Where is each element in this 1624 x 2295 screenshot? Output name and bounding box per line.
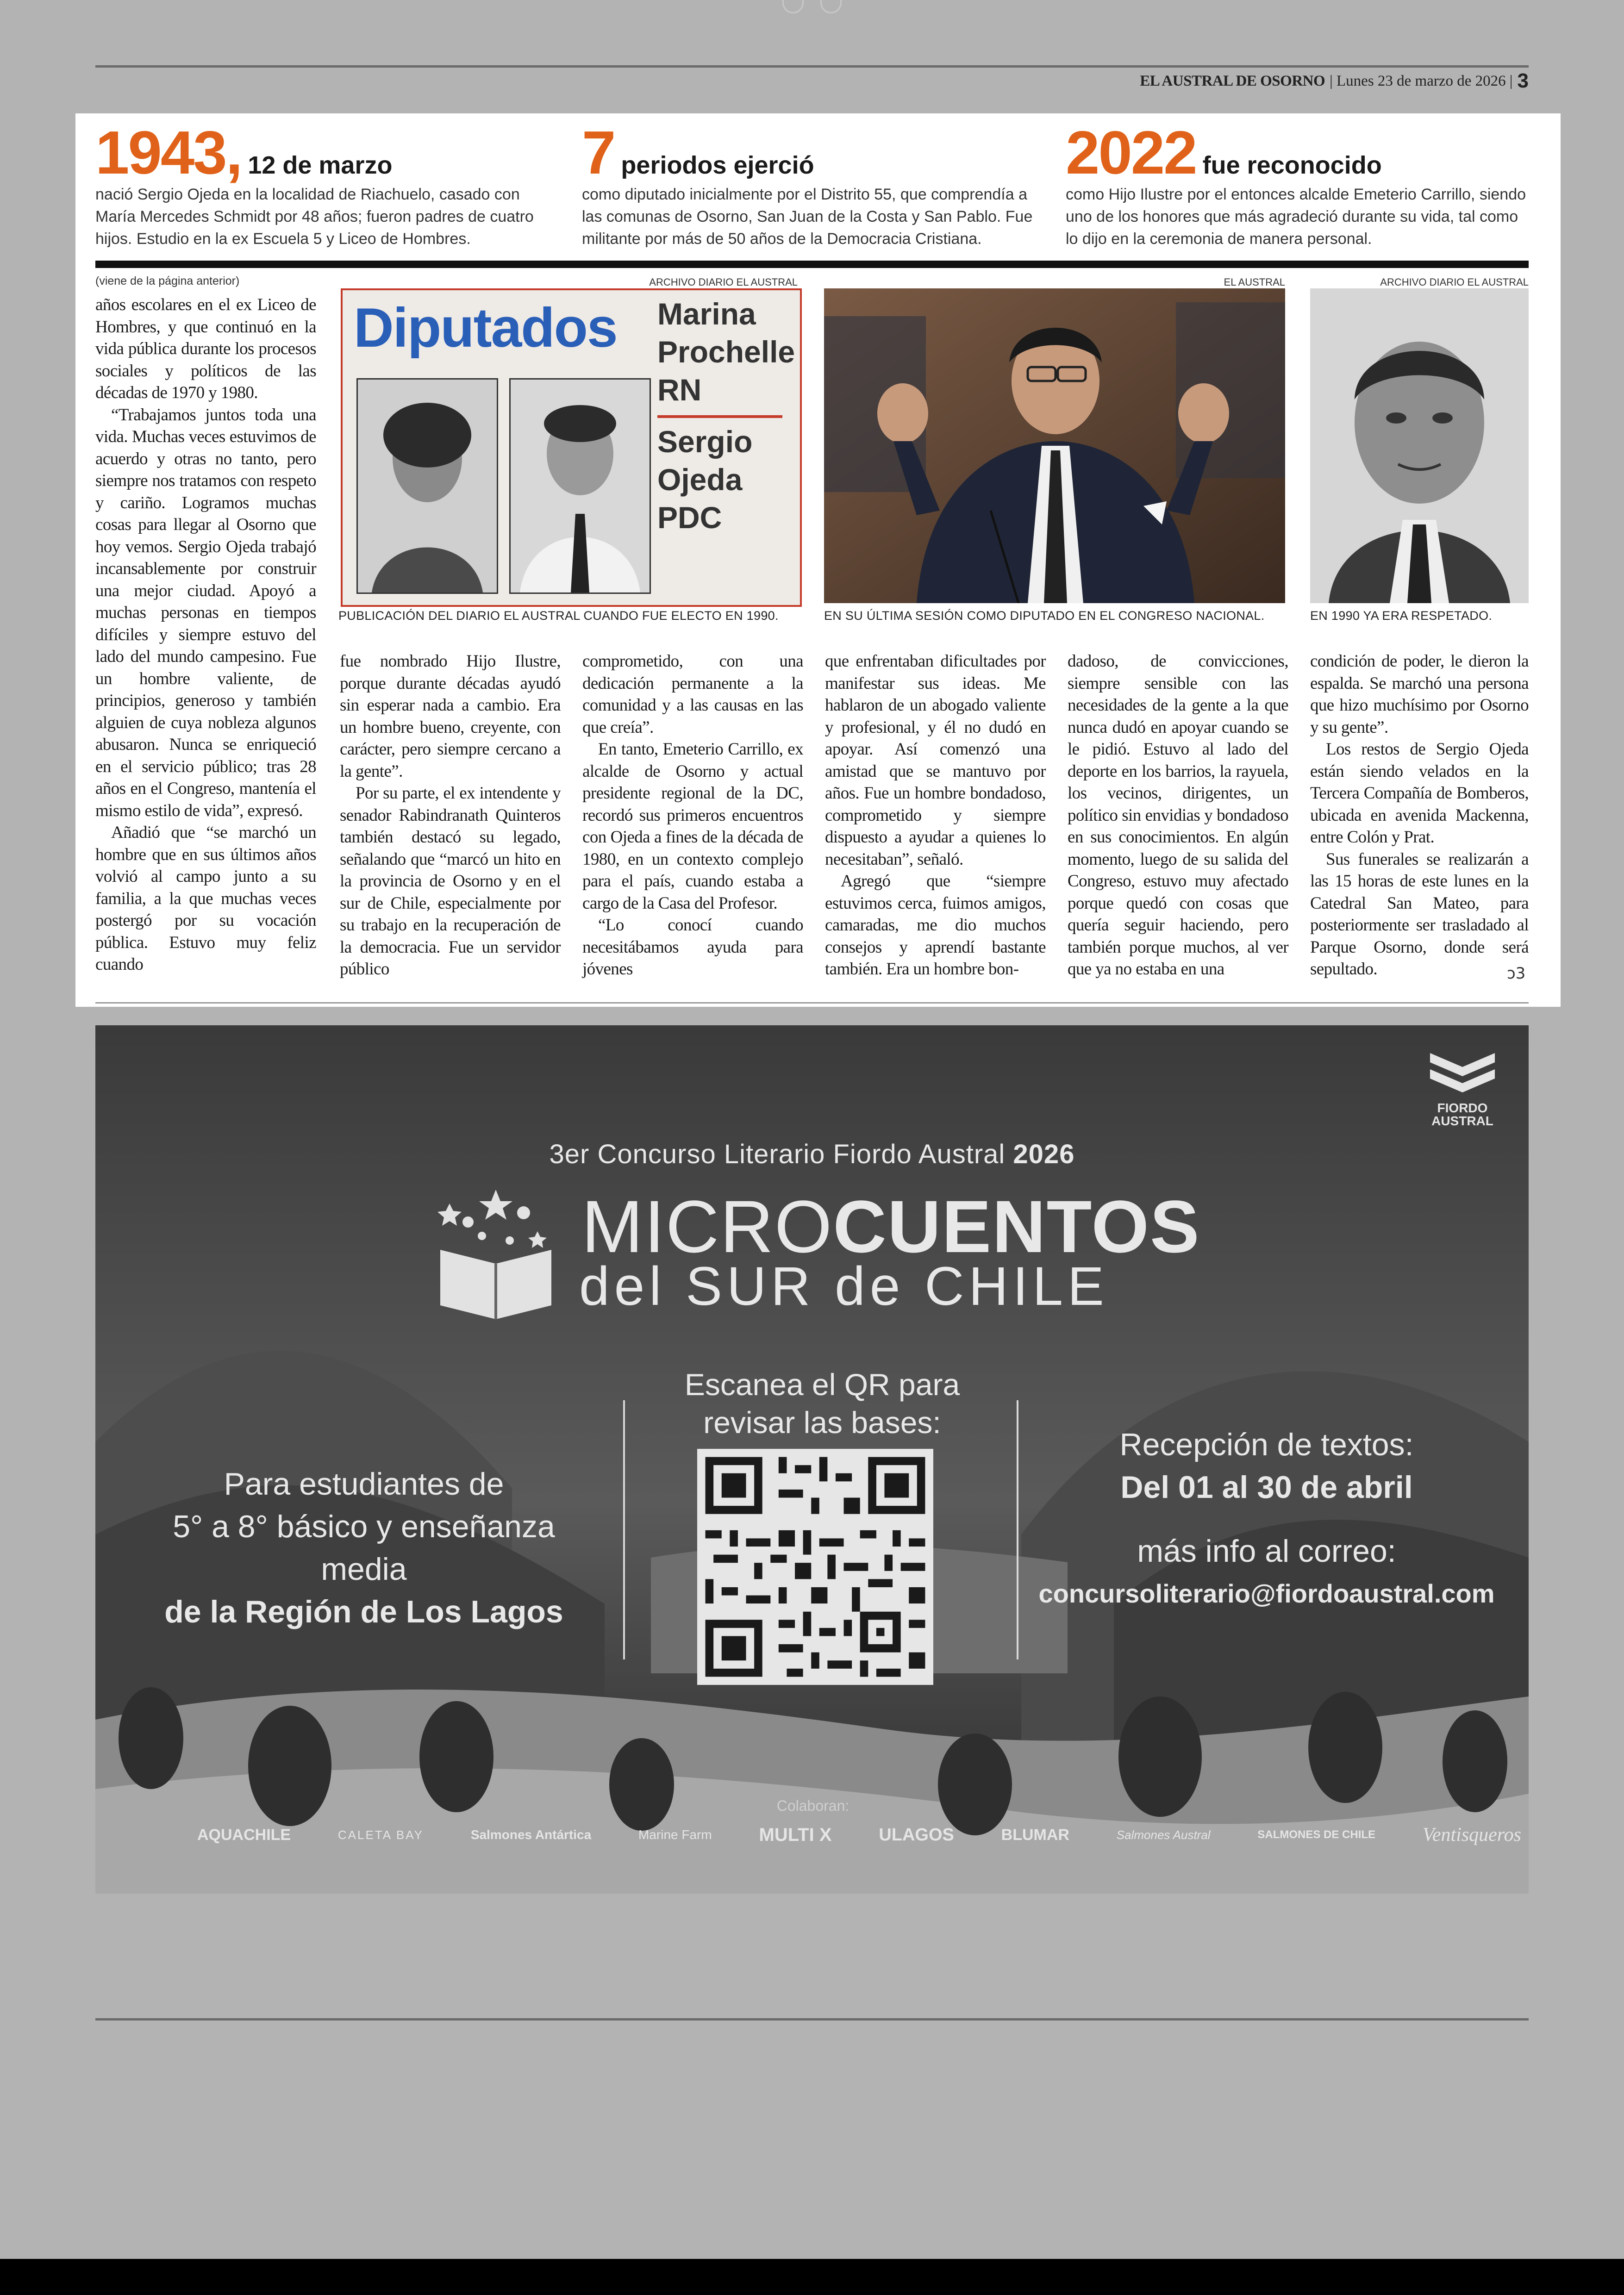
paragraph: Por su parte, el ex intendente y senador Rabindranath Quinteros también destacó su legado, señalando que “marcó un hito en la provincia de Osorno y en el sur de Chile, especialmente por su trabajo en la recuperación de la democracia. Fue un servidor público [340, 784, 561, 979]
fact-description: como diputado inicialmente por el Distrito 55, que comprendía a las comunas de Osorno, San Juan de la Costa y San Pablo. Fue militante por más de 50 años de la Democracia Cristiana. [582, 186, 1033, 248]
ad-divider-right [1017, 1400, 1018, 1659]
contest-prefix: 3er Concurso Literario Fiordo Austral [549, 1139, 1013, 1169]
photo-caption: EN SU ÚLTIMA SESIÓN COMO DIPUTADO EN EL CONGRESO NACIONAL. [824, 609, 1265, 623]
article-column-3 [582, 650, 803, 980]
portrait-1990-photo [1310, 288, 1529, 603]
eligibility-line: Para estudiantes de [224, 1466, 504, 1502]
sponsor-logo: BLUMAR [1001, 1826, 1069, 1844]
fact-2022 [1066, 118, 1529, 250]
paragraph: fue nombrado Hijo Ilustre, porque durante décadas ayudó sin esperar nada a cambio. Era un hombre bueno, creyente, con carácter, pero siempre cercano a la gente”. [340, 652, 561, 781]
fact-label: periodos ejerció [621, 151, 814, 179]
sponsor-logo: CALETA BAY [337, 1827, 424, 1842]
article-column-2 [340, 650, 561, 980]
section-rule [95, 261, 1529, 268]
contest-name [95, 1139, 1529, 1170]
clip-name: Sergio [657, 424, 753, 459]
clip-name: Marina [657, 297, 756, 331]
page-number: 3 [1517, 69, 1529, 92]
photo-caption: EN 1990 YA ERA RESPETADO. [1310, 609, 1493, 623]
book-logo-icon [431, 1180, 561, 1319]
sponsor-logo: MULTI X [759, 1824, 832, 1845]
paragraph: comprometido, con una dedicación permanente a la comunidad y a las causas en las que creía”. [582, 652, 803, 737]
eligibility-text [142, 1463, 586, 1633]
fact-description: nació Sergio Ojeda en la localidad de Riachuelo, casado con María Mercedes Schmidt por 48 años; fueron padres de cuatro hijos. Estudio en la ex Escuela 5 y Liceo de Hombres. [95, 186, 534, 248]
portrait-ojeda-1990 [509, 378, 651, 594]
facts-row [95, 118, 1529, 257]
fiordo-logo-line1: FIORDO [1437, 1101, 1488, 1115]
portrait-prochelle [356, 378, 498, 594]
viewer-bottom-bar [0, 2259, 1624, 2295]
next-page-icon[interactable] [820, 0, 842, 13]
fact-label: 12 de marzo [248, 151, 393, 179]
eligibility-line: de la Región de Los Lagos [164, 1594, 563, 1629]
photo-credit: ARCHIVO DIARIO EL AUSTRAL [1380, 276, 1529, 288]
fiordo-austral-logo [1428, 1048, 1497, 1128]
paragraph: dadoso, de convicciones, siempre sensible con las necesidades de la gente a la que nunca dudó en apoyar cuando se le pidió. Estuvo al lado del deporte en los barrios, la rayuela, los vecinos, dirigentes, un político sin envidias y bondadoso en sus conocimientos. En algún momento, luego de su salida del Congreso, estuvo muy afectado porque quedó con cosas que quería seguir haciendo, pero también porque muchos, al ver que ya no estaba en una [1068, 652, 1288, 979]
fact-label: fue reconocido [1202, 151, 1382, 179]
photo-credit: ARCHIVO DIARIO EL AUSTRAL [649, 276, 798, 288]
reception-info [1031, 1423, 1503, 1615]
qr-code[interactable] [697, 1449, 933, 1685]
clip-name: Prochelle [657, 335, 795, 369]
paragraph: En tanto, Emeterio Carrillo, ex alcalde de Osorno y actual presidente regional de la DC, recordó sus primeros encuentros con Ojeda a fines de la década de 1980, en un contexto complejo para el país, cuando estaba a cargo de la Casa del Profesor. [582, 740, 803, 913]
title-cuentos: CUENTOS [833, 1185, 1200, 1268]
paper-name: EL AUSTRAL DE OSORNO [1140, 72, 1325, 89]
sponsor-logo: Marine Farm [638, 1827, 712, 1842]
page-nav-dots [782, 0, 842, 13]
contact-label: más info al correo: [1137, 1534, 1396, 1569]
fact-big-number: 1943, [95, 118, 242, 187]
footer-rule [95, 2018, 1529, 2021]
title-micro: MICRO [581, 1185, 833, 1268]
photo-credit: EL AUSTRAL [1224, 276, 1285, 288]
sponsor-logo: Ventisqueros [1422, 1824, 1521, 1846]
title-microcuentos [581, 1185, 1200, 1268]
title-subtitle: del SUR de CHILE [579, 1256, 1109, 1317]
fact-description: como Hijo Ilustre por el entonces alcalde Emeterio Carrillo, siendo uno de los honores que más agradeció durante su vida, tal como lo dijo en la ceremonia de manera personal. [1066, 186, 1526, 248]
clipping-title: Diputados [354, 297, 617, 359]
contest-year: 2026 [1013, 1139, 1075, 1169]
ad-divider-left [623, 1400, 625, 1659]
paragraph: condición de poder, le dieron la espalda. Se marchó una persona que hizo muchísimo por Osorno y su gente”. [1310, 652, 1529, 737]
header-date: | Lunes 23 de marzo de 2026 | [1330, 72, 1513, 89]
article-column-4 [825, 650, 1046, 980]
fact-7-periods [582, 118, 1045, 250]
paragraph: Añadió que “se marchó un hombre que en sus últimos años volvió al campo junto a su familia, a la que muchas veces postergó por su vocación pública. Estuvo muy feliz cuando [95, 823, 316, 974]
qr-instruction-line: revisar las bases: [703, 1405, 941, 1440]
paragraph: que enfrentaban dificultades por manifestar sus ideas. Me hablaron de un abogado valiente y profesional, y él no dudó en apoyar. Así comenzó una amistad que se mantuvo por años. Fue un hombre bondadoso, comprometido y siempre dispuesto a ayudar a quienes lo necesitaban”, señaló. [825, 652, 1046, 869]
congress-photo [824, 288, 1285, 603]
contact-email[interactable]: concursoliterario@fiordoaustral.com [1038, 1579, 1495, 1608]
fiordo-logo-line2: AUSTRAL [1431, 1114, 1493, 1128]
sponsor-logo: SALMONES DE CHILE [1257, 1828, 1376, 1841]
photo-caption: PUBLICACIÓN DEL DIARIO EL AUSTRAL CUANDO FUE ELECTO EN 1990. [338, 609, 779, 623]
paragraph: Agregó que “siempre estuvimos cerca, fuimos amigos, camaradas, me dio muchos consejos y aprendí bastante también. Era un hombre bon- [825, 872, 1046, 979]
sponsor-logo: ULAGOS [879, 1825, 954, 1845]
article-column-5 [1068, 650, 1288, 980]
qr-instruction-line: Escanea el QR para [684, 1367, 960, 1402]
paragraph: Sus funerales se realizarán a las 15 horas de este lunes en la Catedral San Mateo, para posteriormente ser trasladado al Parque Osorno, donde será sepultado. [1310, 849, 1529, 979]
page-header [1140, 69, 1529, 93]
article-column-1 [95, 294, 316, 976]
fact-1943 [95, 118, 558, 250]
qr-code-icon [697, 1449, 933, 1685]
paragraph: “Trabajamos juntos toda una vida. Muchas veces estuvimos de acuerdo y otras no tanto, pero siempre nos tratamos con respeto y cariño. Logramos muchas cosas para llegar al Osorno que hoy vemos. Sergio Ojeda trabajó incansablemente por construir una mejor ciudad. Apoyó a muchas personas en tiempos difíciles y siempre estuvo del lado del mundo campesino. Fue un hombre valiente, de principios, generoso y también alguien de cuya nobleza algunos abusaron. Nunca se enriqueció en el servicio público; tras 28 años en el Congreso, mantenía el mismo estilo de vida”, expresó. [95, 405, 316, 820]
sponsor-logo: Salmones Austral [1116, 1827, 1211, 1842]
continued-note: (viene de la página anterior) [95, 274, 240, 287]
fiordo-logo-icon [1428, 1048, 1497, 1099]
clip-name: Ojeda [657, 462, 743, 497]
article-bottom-rule [95, 1002, 1529, 1004]
fact-big-number: 2022 [1066, 118, 1196, 187]
reception-dates: Del 01 al 30 de abril [1120, 1470, 1413, 1505]
newspaper-page [75, 113, 1561, 1007]
collaborators-label: Colaboran: [776, 1797, 849, 1814]
prev-page-icon[interactable] [782, 0, 804, 13]
contest-advertisement[interactable] [95, 1025, 1529, 1894]
qr-instructions [632, 1366, 1012, 1441]
clip-party: RN [657, 373, 702, 407]
paragraph: “Lo conocí cuando necesitábamos ayuda para jóvenes [582, 916, 803, 979]
reception-label: Recepción de textos: [1119, 1427, 1414, 1462]
clipping-photo [341, 288, 802, 607]
clipping-names [657, 295, 795, 536]
clip-divider [657, 415, 782, 418]
sponsor-logo: Salmones Antártica [470, 1827, 592, 1842]
paragraph: años escolares en el ex Liceo de Hombres, y que continuó en la vida pública durante los procesos sociales y políticos de las décadas de 1970 y 1980. [95, 295, 316, 402]
sponsor-logo: AQUACHILE [197, 1826, 291, 1844]
fact-big-number: 7 [582, 118, 615, 187]
top-rule [95, 65, 1529, 68]
clip-party: PDC [657, 500, 722, 535]
sponsor-logos [197, 1824, 1521, 1846]
end-mark-icon: ↄ3 [1507, 964, 1526, 983]
paragraph: Los restos de Sergio Ojeda están siendo velados en la Tercera Compañía de Bomberos, ubicada en avenida Mackenna, entre Colón y Prat. [1310, 740, 1529, 847]
article-column-6 [1310, 650, 1529, 980]
eligibility-line: 5° a 8° básico y enseñanza media [173, 1509, 555, 1587]
